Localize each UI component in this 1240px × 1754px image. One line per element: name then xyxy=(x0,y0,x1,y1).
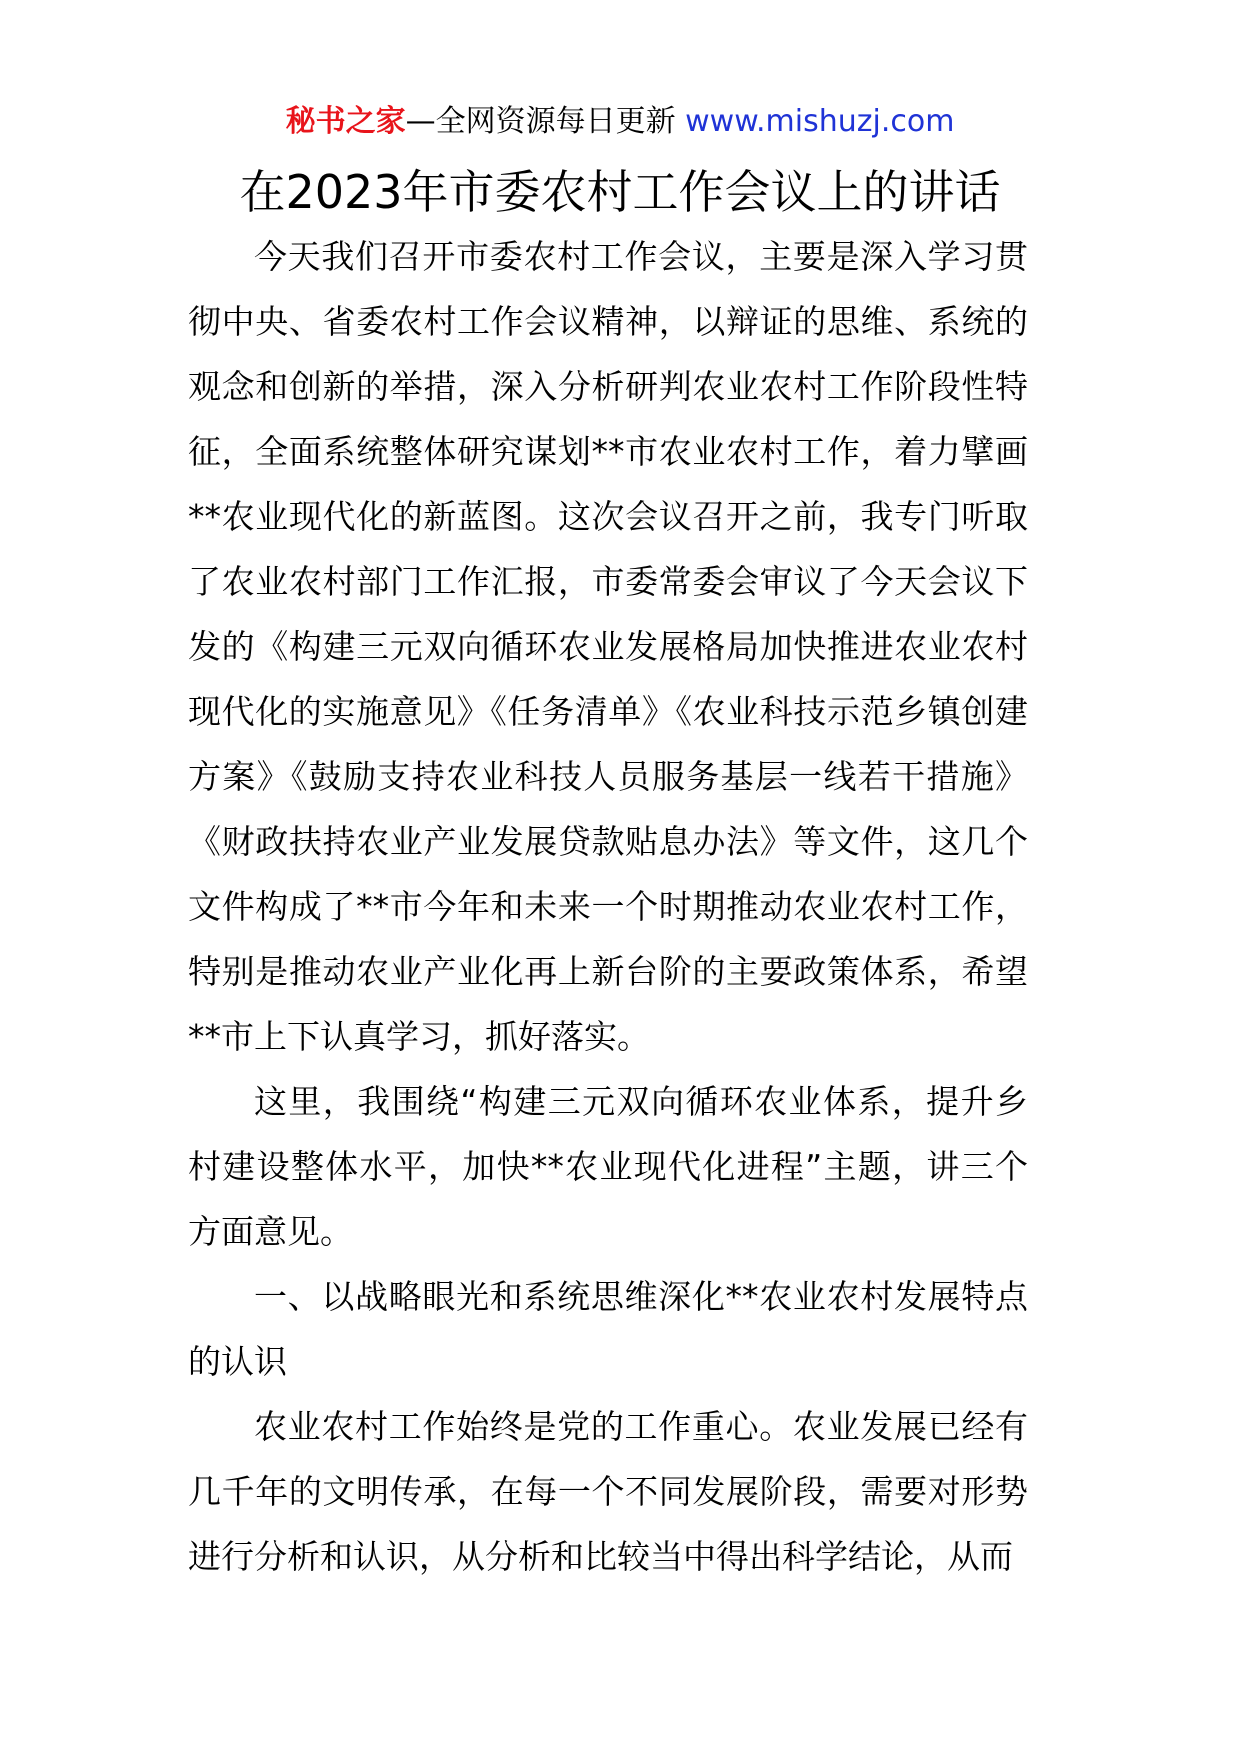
document-title: 在2023年市委农村工作会议上的讲话 xyxy=(239,165,1001,219)
body-paragraph: 这里，我围绕“构建三元双向循环农业体系，提升乡村建设整体水平，加快**农业现代化进程”主题，讲三个方面意见。 xyxy=(188,1082,1028,1251)
body-paragraph: 今天我们召开市委农村工作会议，主要是深入学习贯彻中央、省委农村工作会议精神，以辩证的思维、系统的观念和创新的举措，深入分析研判农业农村工作阶段性特征，全面系统整体研究谋划**市农业农村工作，着力擘画**农业现代化的新蓝图。这次会议召开之前，我专门听取了农业农村部门工作汇报，市委常委会审议了今天会议下发的《构建三元双向循环农业发展格局加快推进农业农村现代化的实施意见》《任务清单》《农业科技示范乡镇创建方案》《鼓励支持农业科技人员服务基层一线若干措施》《财政扶持农业产业发展贷款贴息办法》等文件，这几个文件构成了**市今年和未来一个时期推动农业农村工作，特别是推动农业产业化再上新台阶的主要政策体系，希望**市上下认真学习，抓好落实。 xyxy=(188,237,1028,1056)
watermark-header xyxy=(0,100,1240,144)
body-paragraph: 农业农村工作始终是党的工作重心。农业发展已经有几千年的文明传承，在每一个不同发展阶段，需要对形势进行分析和认识，从分析和比较当中得出科学结论，从而 xyxy=(188,1407,1028,1576)
header-slogan: —全网资源每日更新 xyxy=(405,104,686,139)
document-body xyxy=(188,224,1028,1589)
brand-name: 秘书之家 xyxy=(285,104,406,139)
section-heading: 一、以战略眼光和系统思维深化**农业农村发展特点的认识 xyxy=(188,1277,1028,1381)
site-url-link[interactable]: www.mishuzj.com xyxy=(685,104,955,139)
